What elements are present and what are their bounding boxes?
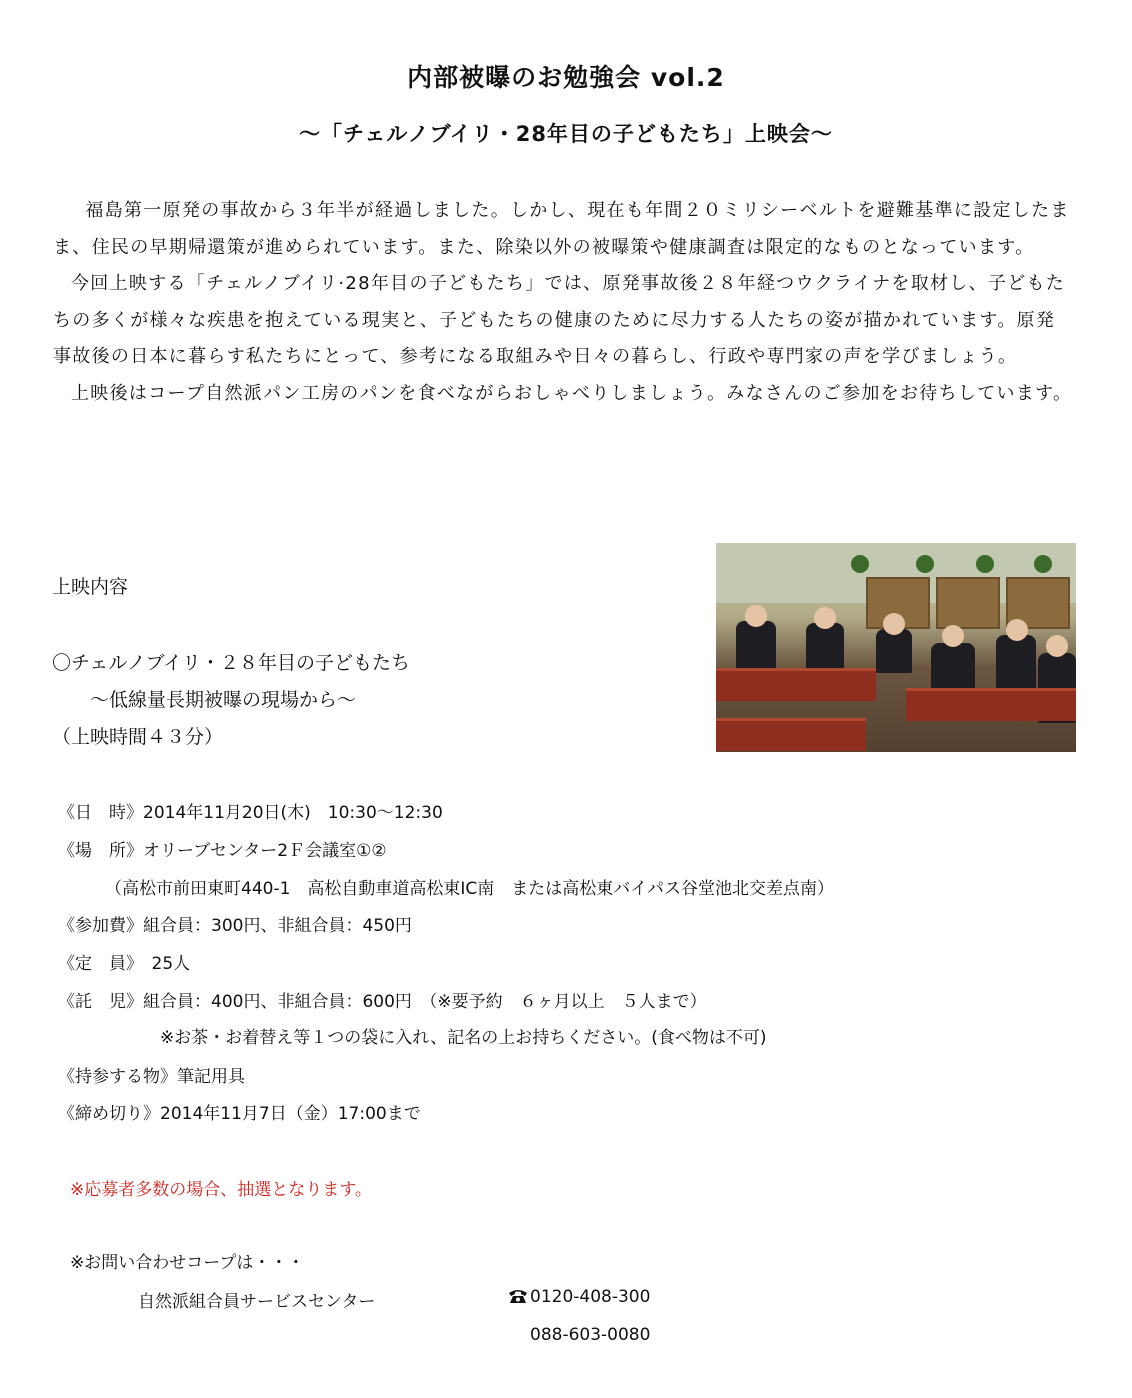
film-subtitle: ～低線量長期被曝の現場から～ (90, 689, 357, 711)
phone-number-2: 088-603-0080 (530, 1325, 651, 1345)
page-subtitle: ～「チェルノブイリ・28年目の子どもたち」上映会～ (299, 122, 833, 146)
event-datetime: 《日 時》2014年11月20日(木) 10:30～12:30 (58, 803, 443, 823)
page-title: 内部被曝のお勉強会 vol.2 (407, 63, 725, 92)
contact-intro: ※お問い合わせコープは・・・ (70, 1253, 305, 1273)
phone-icon (508, 1288, 528, 1309)
phone-number-1: 0120-408-300 (530, 1287, 651, 1307)
items-to-bring: 《持参する物》筆記用具 (58, 1067, 245, 1087)
intro-paragraph-3: 上映後はコープ自然派パン工房のパンを食べながらおしゃべりしましょう。みなさんのご参加をお待ちしています。 (71, 382, 1073, 404)
program-heading: 上映内容 (52, 576, 129, 598)
phone-number-1-row (508, 1287, 650, 1309)
intro-paragraph-2: 今回上映する「チェルノブイリ·28年目の子どもたち」では、原発事故後２８年経つウクライナを取材し、子どもたちの多くが様々な疾患を抱えている現実と、子どもたちの健康のために尽力する人たちの姿が描かれています。原発事故後の日本に暮らす私たちにとって、参考になる取組みや日々の暮らし、行政や専門家の声を学びましょう。 (53, 273, 1066, 367)
application-deadline: 《締め切り》2014年11月7日（金）17:00まで (58, 1104, 421, 1124)
event-capacity: 《定 員》 25人 (58, 954, 191, 974)
service-center-name: 自然派組合員サービスセンター (138, 1292, 376, 1312)
event-venue: 《場 所》オリーブセンター2Ｆ会議室①② (58, 841, 387, 861)
venue-address: （高松市前田東町440-1 高松自動車道高松東IC南 または高松東バイパス谷堂池北交差点南） (105, 879, 834, 899)
intro-paragraph-1: 福島第一原発の事故から３年半が経過しました。しかし、現在も年間２０ミリシーベルトを避難基準に設定したまま、住民の早期帰還策が進められています。また、除染以外の被曝策や健康調査は限定的なものとなっています。 (53, 200, 1070, 258)
event-fee: 《参加費》組合員：300円、非組合員：450円 (58, 916, 412, 936)
film-title: 〇チェルノブイリ・２８年目の子どもたち (52, 652, 410, 674)
intro-text (53, 193, 1073, 412)
film-duration: （上映時間４３分） (52, 726, 224, 748)
event-childcare: 《託 児》組合員：400円、非組合員：600円 （※要予約 ６ヶ月以上 ５人まで） (58, 992, 707, 1012)
classroom-photo (716, 543, 1076, 752)
lottery-notice: ※応募者多数の場合、抽選となります。 (70, 1180, 372, 1200)
childcare-note: ※お茶・お着替え等１つの袋に入れ、記名の上お持ちください。(食べ物は不可) (160, 1028, 767, 1048)
